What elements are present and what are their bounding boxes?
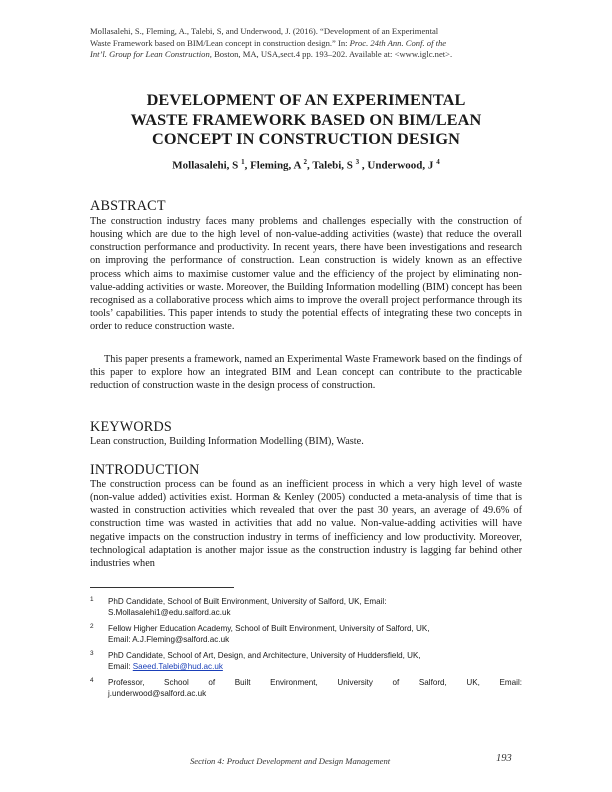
introduction-heading: INTRODUCTION xyxy=(90,462,200,478)
title-line-3: CONCEPT IN CONSTRUCTION DESIGN xyxy=(151,129,461,148)
citation-line-2-italic: Proc. 24th Ann. Conf. of the xyxy=(347,37,447,48)
paper-title xyxy=(80,90,532,149)
citation-line-3-roman: , Boston, MA, USA,sect.4 pp. 193–202. Available at: <www.iglc.net>. xyxy=(209,49,453,59)
author-name: Underwood, J xyxy=(367,159,434,172)
citation-header xyxy=(90,26,530,61)
footnote-text xyxy=(108,623,522,645)
footer-section-title: Section 4: Product Development and Design Management xyxy=(190,756,391,766)
footnote-number: 1 xyxy=(90,596,94,603)
footnote-email: j.underwood@salford.ac.uk xyxy=(108,689,207,699)
author-name: Fleming, A xyxy=(250,159,301,172)
title-line-2: WASTE FRAMEWORK BASED ON BIM/LEAN xyxy=(130,109,482,129)
citation-line-3 xyxy=(90,49,530,61)
citation-line-2-roman: Waste Framework based on BIM/Lean concept in construction design.” In: xyxy=(90,37,348,48)
footnote-separator xyxy=(90,587,234,588)
introduction-paragraph-1: The construction process can be found as an inefficient process in which a very high level of waste (non-value added) activities exist. Horman & Kenley (2005) conducted a meta-analysis of time that is wasted in construction activities which revealed that over the past 30 years, an average of 49.6% of construction time was wasted in activities that add no value. Non-value-adding activities will have negative impacts on the construction industry in terms of inefficiency and low productivity. Moreover, technological adaptation is another major issue as the construction industry is lagging far behind other industries when xyxy=(90,479,522,569)
citation-line-3-italic: Int’l. Group for Lean Construction xyxy=(90,49,210,59)
footnote-email: S.Mollasalehi1@edu.salford.ac.uk xyxy=(108,608,231,618)
keywords-heading: KEYWORDS xyxy=(90,419,172,435)
author-name: Mollasalehi, S xyxy=(172,159,239,172)
footnote-number: 2 xyxy=(90,623,94,630)
abstract-paragraph-2: This paper presents a framework, named an Experimental Waste Framework based on the findings of this paper to explore how an integrated BIM and Lean concept can contribute to the practicable reduction of construction waste in the design process of construction. xyxy=(90,354,522,392)
email-link[interactable]: Saeed.Talebi@hud.ac.uk xyxy=(132,662,223,672)
abstract-heading: ABSTRACT xyxy=(90,198,166,214)
keywords-text: Lean construction, Building Information Modelling (BIM), Waste. xyxy=(90,436,364,447)
footnote-line: PhD Candidate, School of Built Environment, University of Salford, UK, Email: xyxy=(108,597,387,606)
footnote-email-line xyxy=(108,661,522,672)
footnote-text xyxy=(108,650,522,672)
author-list xyxy=(80,155,532,173)
footnote-text xyxy=(108,596,522,618)
author-separator: , xyxy=(307,159,313,172)
footnote-line: Professor, School of Built Environment, University of Salford, UK, Email: xyxy=(108,678,522,687)
footnote-line: PhD Candidate, School of Art, Design, and Architecture, University of Huddersfield, UK, xyxy=(108,651,421,660)
footnote-number: 4 xyxy=(90,677,94,684)
abstract-paragraph-1: The construction industry faces many problems and challenges especially with the construction of housing which are due to the high level of non-value-adding activities (waste) that reduce the overall construction performance and productivity. In recent years, there have been investigations and research on improving the performance of construction. Lean construction is widely known as an effective process which aims to maximise customer value and the efficiency of the project by eliminating non-value-adding activities or waste. Moreover, the Building Information modelling (BIM) concept has been recognised as a collaborative process which aims to improve the overall project performance through its tools’ capabilities. This paper intends to study the potential effects of integrating these two concepts in order to reduce construction waste. xyxy=(90,216,522,333)
footnote-line: Fellow Higher Education Academy, School of Built Environment, University of Salford, UK, xyxy=(108,624,430,633)
author-separator: , xyxy=(359,159,368,172)
author-affiliation-mark: 3 xyxy=(355,158,360,166)
footnote-number: 3 xyxy=(90,650,94,657)
citation-line-1: Mollasalehi, S., Fleming, A., Talebi, S, and Underwood, J. (2016). “Development of an Experimental xyxy=(90,26,439,36)
author-affiliation-mark: 4 xyxy=(436,158,440,166)
footnote-email: Email: A.J.Fleming@salford.ac.uk xyxy=(108,635,230,645)
author-affiliation-mark: 1 xyxy=(241,158,245,166)
citation-line-2 xyxy=(90,38,530,50)
author-separator: , xyxy=(244,159,251,172)
page-number: 193 xyxy=(496,753,512,764)
footnote-email-prefix: Email: xyxy=(108,662,133,672)
author-affiliation-mark: 2 xyxy=(303,158,308,166)
author-name: Talebi, S xyxy=(312,159,353,172)
footnote-text xyxy=(108,677,522,699)
title-line-1: DEVELOPMENT OF AN EXPERIMENTAL xyxy=(146,90,466,109)
